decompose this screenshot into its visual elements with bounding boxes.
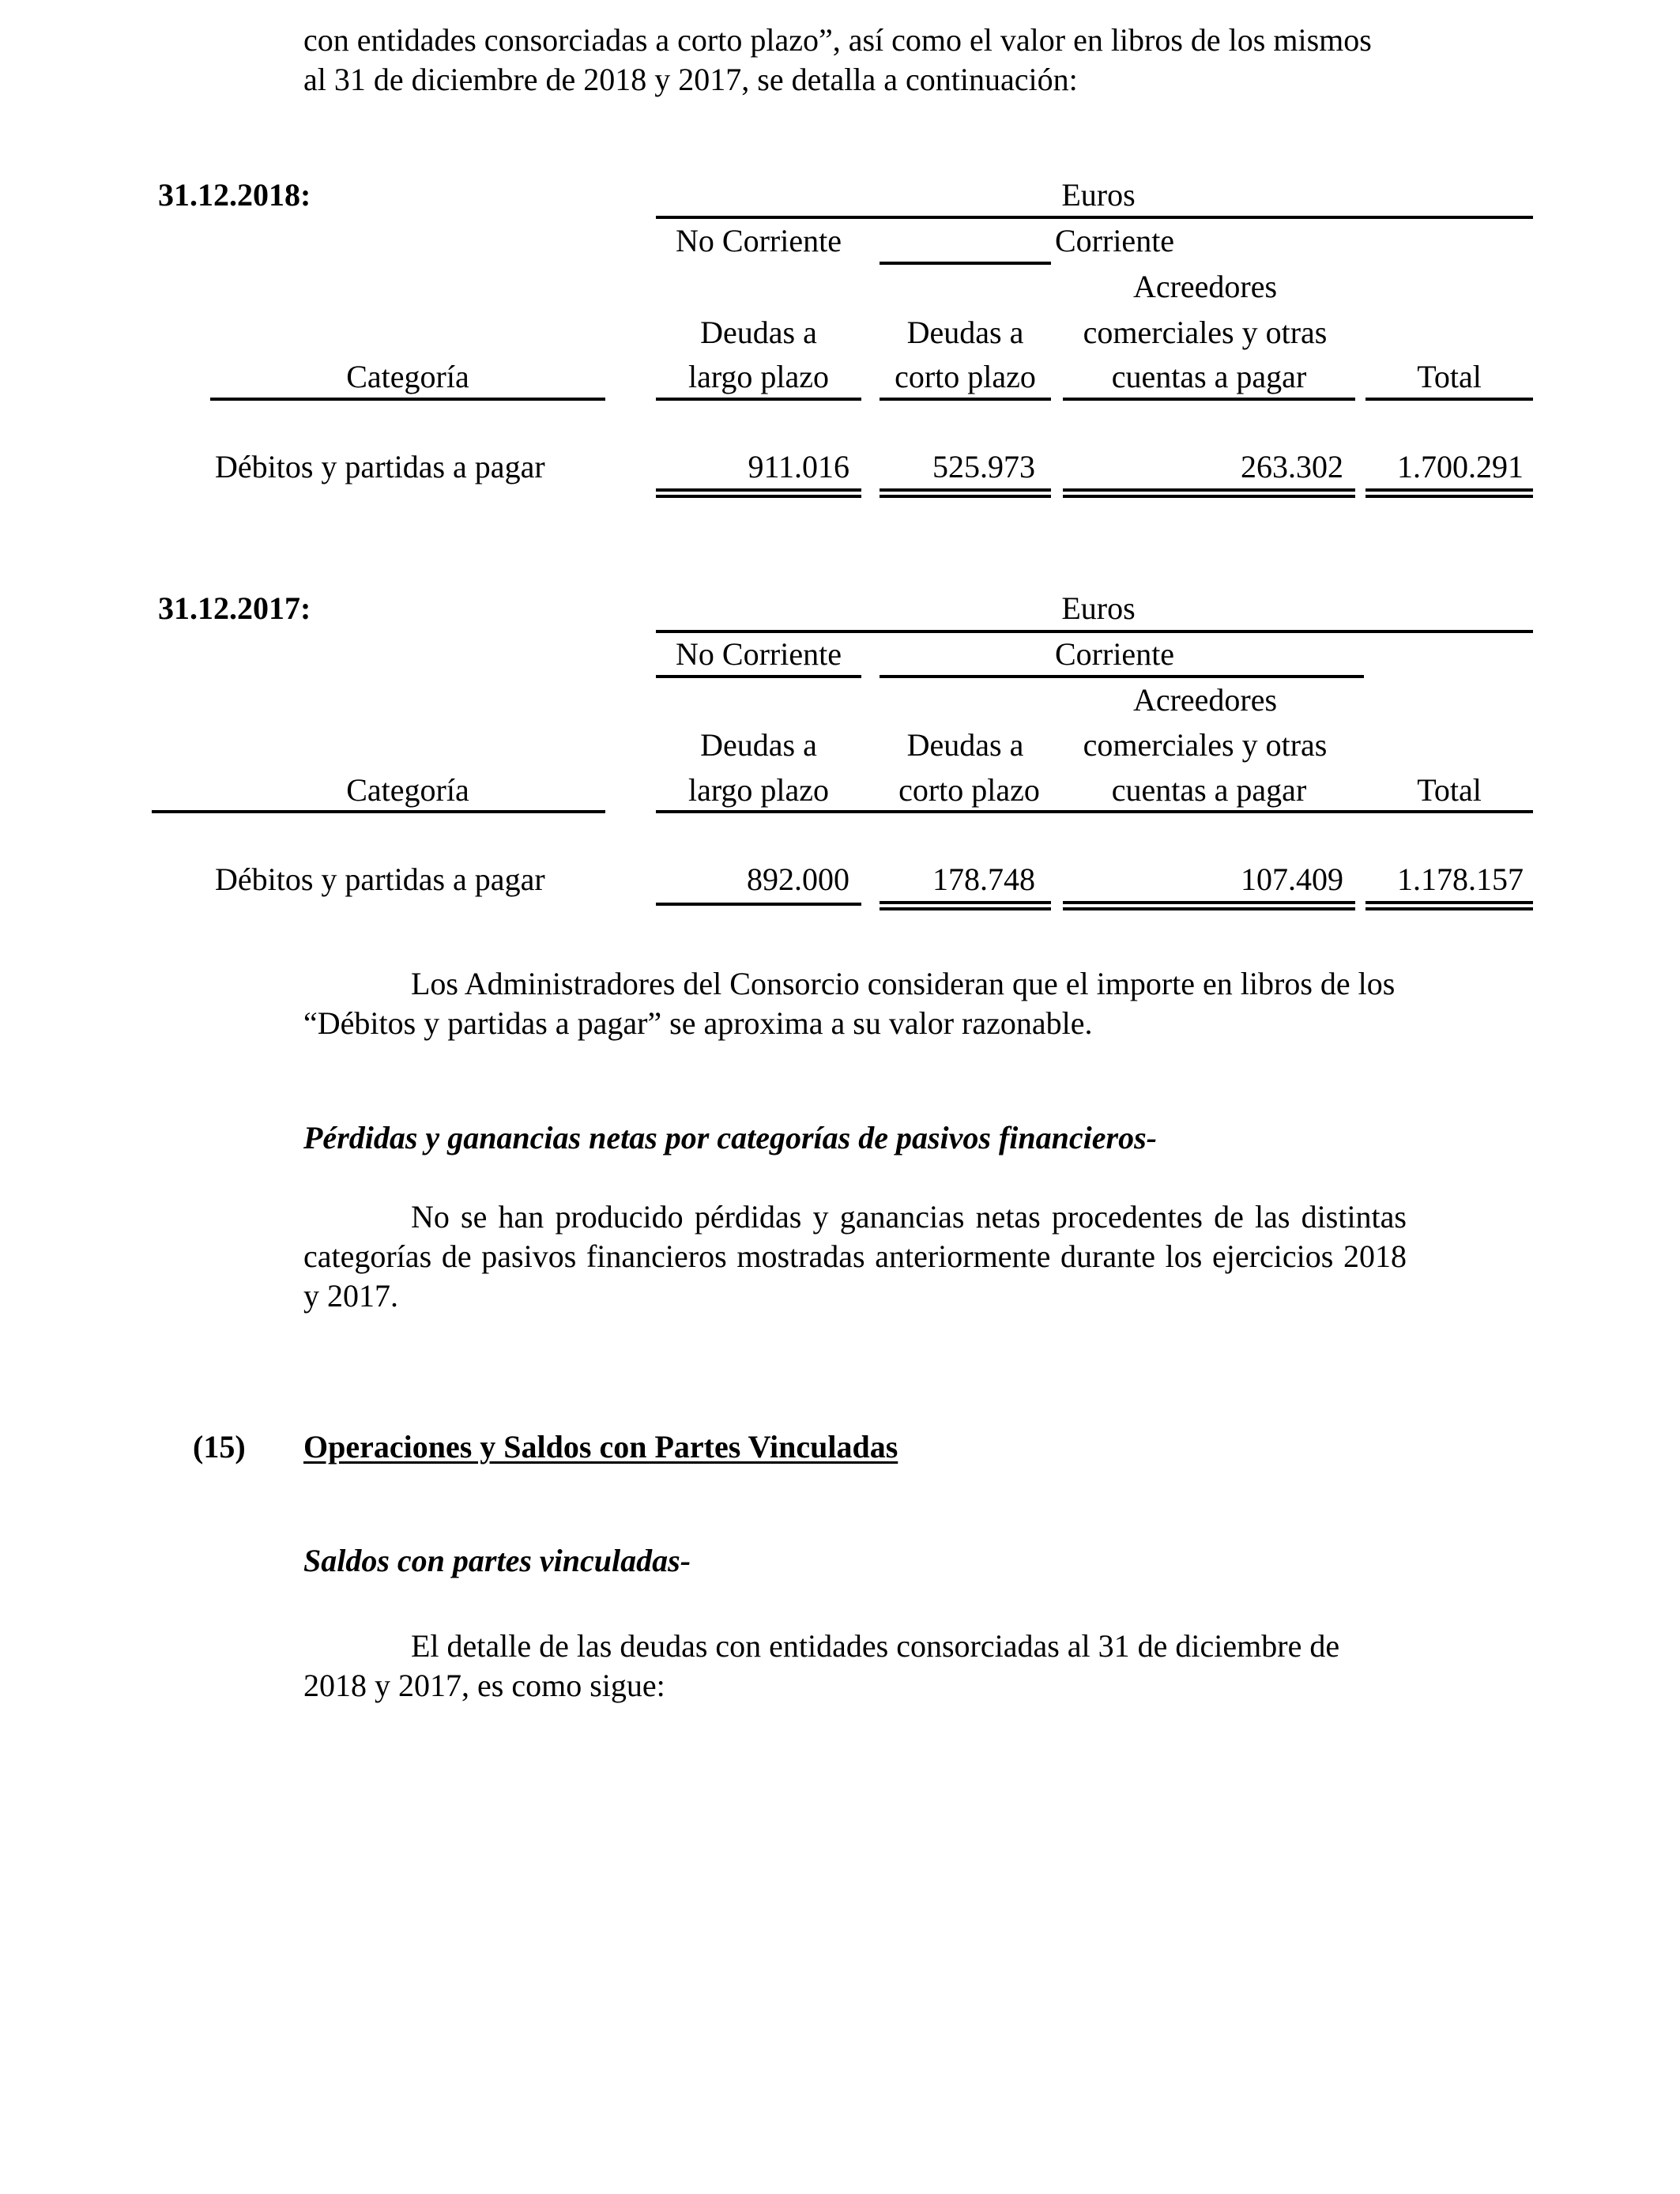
saldos-line-1: El detalle de las deudas con entidades consorciadas al 31 de diciembre de [411,1628,1340,1664]
section-15-number: (15) [193,1429,246,1465]
table-2018-col-deudas-lp-1: Deudas a [700,315,817,350]
table-2018-col-categoria: Categoría [346,359,469,394]
table-2017-col-acreedores-2: comerciales y otras [1083,727,1328,763]
table-2018-header-rule [1365,398,1533,401]
admin-note-line-2: “Débitos y partidas a pagar” se aproxima a su valor razonable. [303,1005,1093,1041]
table-2018-header-rule [656,398,861,401]
table-2017-acreedores-value: 107.409 [1241,861,1343,897]
table-2017-col-acreedores-3: cuentas a pagar [1111,772,1307,808]
table-2018-date: 31.12.2018: [158,177,311,213]
table-2018-corriente-rule [880,262,1051,265]
table-2017-col-deudas-cp-2: corto plazo [898,772,1040,808]
table-2017-currency: Euros [1061,590,1136,626]
table-2018-corriente: Corriente [1055,223,1175,258]
table-2018-col-acreedores-2: comerciales y otras [1083,315,1328,350]
table-2018-col-deudas-cp-1: Deudas a [906,315,1024,350]
table-2018-deudas-lp-value: 911.016 [748,449,849,484]
table-2017-deudas-lp-value: 892.000 [747,861,849,897]
section-15-title: Operaciones y Saldos con Partes Vinculadas [303,1429,898,1465]
table-2018-col-acreedores-3: cuentas a pagar [1111,359,1307,394]
table-2017-euros-rule [656,630,1533,633]
table-2017-total-value: 1.178.157 [1397,861,1524,897]
table-2018-header-rule [1063,398,1355,401]
table-2018-col-deudas-cp-2: corto plazo [895,359,1036,394]
table-2018-col-deudas-lp-2: largo plazo [687,359,830,394]
table-2017-col-deudas-cp-1: Deudas a [906,727,1024,763]
table-2018-euros-rule [656,216,1533,219]
table-2018-row-label: Débitos y partidas a pagar [215,449,545,484]
table-2017-col-acreedores-1: Acreedores [1132,682,1278,718]
table-2017-deudas-cp-value: 178.748 [932,861,1035,897]
table-2017-col-deudas-lp-2: largo plazo [687,772,830,808]
saldos-subheading: Saldos con partes vinculadas- [303,1543,691,1578]
table-2017-header-rule [656,810,1533,813]
table-2017-corriente: Corriente [1055,636,1175,672]
table-2017-no-corriente: No Corriente [676,636,842,672]
table-2018-total-value: 1.700.291 [1397,449,1524,484]
table-2018-acreedores-value: 263.302 [1241,449,1343,484]
table-2017-double-rule [1063,901,1355,910]
table-2018-col-acreedores-1: Acreedores [1132,269,1278,304]
table-2017-col-categoria: Categoría [346,772,469,808]
table-2018-currency: Euros [1061,177,1136,213]
table-2017-bottom-rule [656,903,861,906]
table-2018-deudas-cp-value: 525.973 [932,449,1035,484]
table-2018-double-rule [656,488,861,498]
table-2017-double-rule [880,901,1051,910]
table-2018-header-rule [880,398,1051,401]
table-2018-double-rule [1063,488,1355,498]
table-2017-date: 31.12.2017: [158,590,311,626]
saldos-line-2: 2018 y 2017, es como sigue: [303,1668,665,1703]
intro-line-1: con entidades consorciadas a corto plazo”, así como el valor en libros de los mismos [303,22,1372,58]
perdidas-heading: Pérdidas y ganancias netas por categorías de pasivos financieros- [303,1120,1157,1155]
table-2017-header-rule [152,810,605,813]
perdidas-body: No se han producido pérdidas y ganancias netas procedentes de las distintas categorías de pasivos financieros mostradas anteriormente durante los ejercicios 2018 y 2017. [303,1199,1407,1314]
table-2017-col-deudas-lp-1: Deudas a [700,727,817,763]
table-2017-row-label: Débitos y partidas a pagar [215,861,545,897]
table-2018-no-corriente: No Corriente [676,223,842,258]
table-2018-header-rule [210,398,605,401]
table-2017-no-corriente-rule [656,675,861,678]
table-2018-double-rule [880,488,1051,498]
admin-note-line-1: Los Administradores del Consorcio consideran que el importe en libros de los [411,966,1396,1001]
table-2017-double-rule [1365,901,1533,910]
table-2017-corriente-rule [880,675,1364,678]
table-2018-double-rule [1365,488,1533,498]
table-2017-col-total: Total [1417,772,1482,808]
intro-line-2: al 31 de diciembre de 2018 y 2017, se detalla a continuación: [303,62,1078,97]
table-2018-col-total: Total [1417,359,1482,394]
